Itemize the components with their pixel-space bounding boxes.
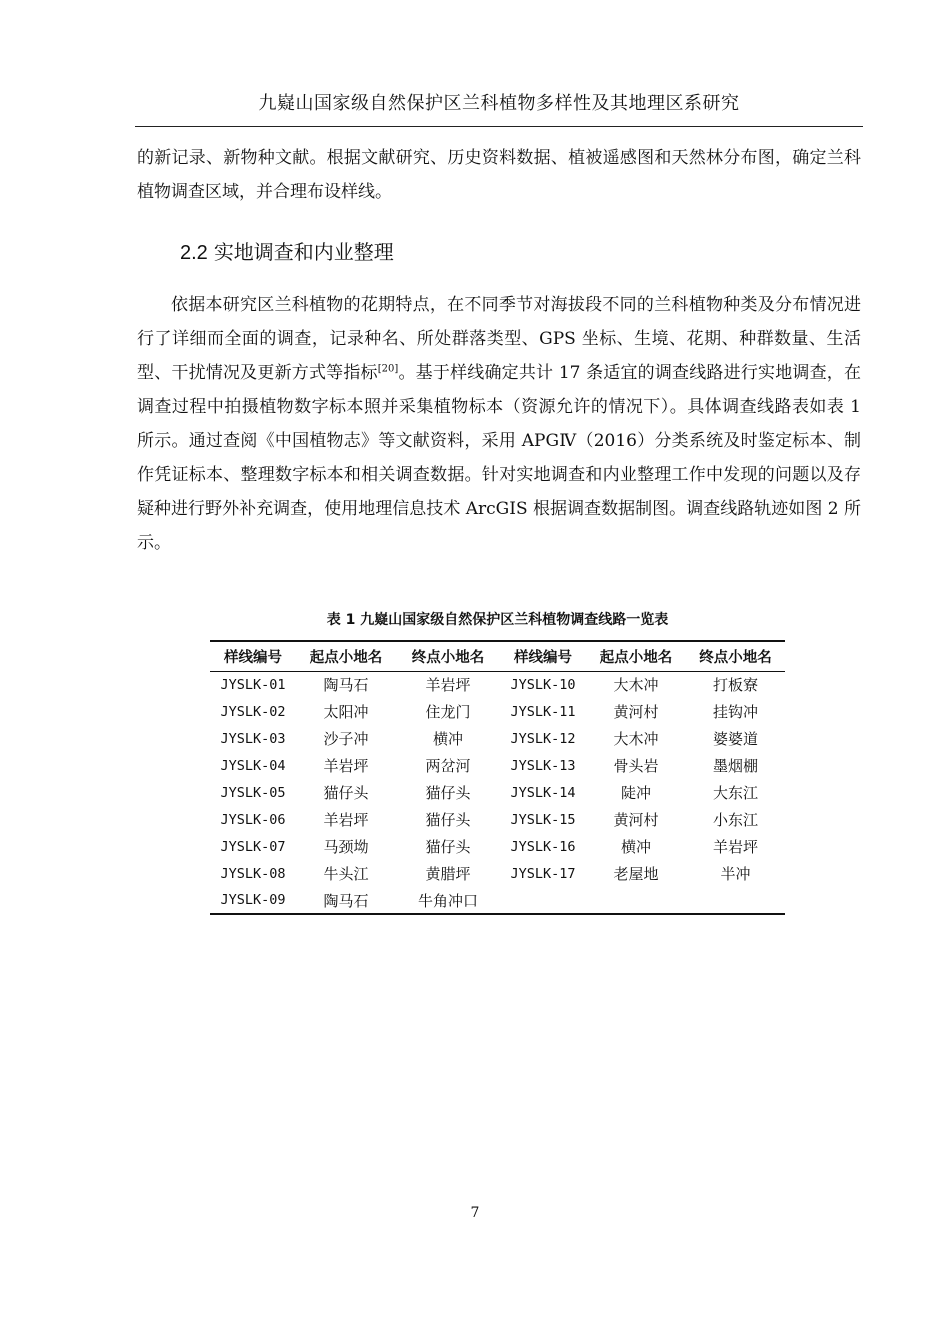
route-id-cell: JYSLK-06 (220, 811, 286, 828)
start-place-cell: 太阳冲 (323, 703, 369, 721)
start-place-cell: 陶马石 (323, 891, 369, 910)
start-place-cell: 大木冲 (613, 676, 659, 695)
paragraph-2-text-a: 依据本研究区兰科植物的花期特点，在不同季节对海拔段不同的兰科植物种类及分布情况进行了详细而全面的调查，记录种名、所处群落类型、GPS 坐标、生境、花期、种群数量、生活型、干扰情况及更新方式等指标 (137, 295, 861, 383)
route-id-cell: JYSLK-07 (220, 838, 286, 855)
route-id-cell: JYSLK-10 (510, 676, 576, 693)
header-route-id: 样线编号 (514, 649, 572, 666)
route-id-cell: JYSLK-09 (220, 892, 286, 908)
end-place-cell: 猫仔头 (425, 811, 471, 829)
table-row (210, 860, 785, 887)
table-row (210, 779, 785, 806)
start-place-cell: 猫仔头 (323, 784, 369, 802)
route-id-cell: JYSLK-16 (510, 838, 576, 855)
start-place-cell: 大木冲 (613, 730, 659, 748)
end-place-cell: 横冲 (432, 730, 463, 748)
page-number: 7 (470, 1205, 480, 1221)
end-place-cell: 小东江 (712, 811, 758, 829)
end-place-cell: 羊岩坪 (425, 676, 471, 695)
table-body (210, 671, 785, 914)
start-place-cell: 黄河村 (613, 811, 659, 829)
end-place-cell: 墨烟棚 (712, 757, 758, 775)
table-row (210, 806, 785, 833)
end-place-cell: 住龙门 (425, 703, 471, 721)
table-row (210, 725, 785, 752)
end-place-cell: 大东江 (712, 784, 758, 802)
start-place-cell: 老屋地 (613, 865, 659, 883)
route-id-cell: JYSLK-01 (220, 676, 286, 693)
end-place-cell: 打板寮 (712, 676, 758, 695)
start-place-cell (586, 887, 686, 914)
table-row (210, 833, 785, 860)
start-place-cell: 马颈坳 (323, 838, 369, 856)
start-place-cell: 陶马石 (323, 676, 369, 695)
table-header-row (210, 641, 785, 671)
end-place-cell: 两岔河 (425, 757, 471, 775)
start-place-cell: 陡冲 (620, 784, 651, 802)
header-start-place: 起点小地名 (599, 649, 673, 666)
end-place-cell: 挂钩冲 (712, 703, 758, 721)
header-divider (135, 126, 863, 127)
section-title: 实地调查和内业整理 (213, 240, 394, 264)
start-place-cell: 横冲 (620, 838, 651, 856)
start-place-cell: 羊岩坪 (323, 811, 369, 829)
paragraph-2 (137, 288, 861, 560)
header-start-place: 起点小地名 (309, 649, 383, 666)
route-id-cell: JYSLK-15 (510, 811, 576, 828)
citation-ref[interactable]: [20] (377, 363, 399, 375)
end-place-cell: 羊岩坪 (712, 838, 758, 856)
route-id-cell: JYSLK-05 (220, 784, 286, 801)
start-place-cell: 羊岩坪 (323, 757, 369, 775)
header-end-place: 终点小地名 (411, 649, 485, 666)
end-place-cell: 半冲 (720, 865, 751, 883)
header-route-id: 样线编号 (224, 649, 282, 666)
section-heading (180, 236, 394, 265)
table-caption: 表 1 九嶷山国家级自然保护区兰科植物调查线路一览表 (326, 612, 669, 628)
start-place-cell: 骨头岩 (613, 757, 659, 775)
start-place-cell: 沙子冲 (323, 730, 369, 748)
table-row (210, 752, 785, 779)
route-id-cell: JYSLK-04 (220, 757, 286, 774)
end-place-cell: 黄腊坪 (425, 865, 471, 883)
table-row (210, 698, 785, 725)
end-place-cell: 婆婆道 (712, 730, 758, 748)
running-header: 九嶷山国家级自然保护区兰科植物多样性及其地理区系研究 (258, 93, 740, 114)
end-place-cell (686, 887, 785, 914)
paragraph-1: 的新记录、新物种文献。根据文献研究、历史资料数据、植被遥感图和天然林分布图，确定兰科植物调查区域，并合理布设样线。 (137, 148, 861, 202)
table-row (210, 887, 785, 914)
route-id-cell (500, 887, 586, 914)
table-row (210, 671, 785, 698)
paragraph-2-text-b: 。基于样线确定共计 17 条适宜的调查线路进行实地调查，在调查过程中拍摄植物数字标本照并采集植物标本（资源允许的情况下）。具体调查线路表如表 1 所示。通过查阅《中国植物志》等文献资料，采用 APGⅣ（2016）分类系统及时鉴定标本、制作凭证标本、整理数字标本和相关调查数据。针对实地调查和内业整理工作中发现的问题以及存疑种进行野外补充调查，使用地理信息技术 ArcGIS 根据调查数据制图。调查线路轨迹如图 2 所示。 (137, 363, 861, 553)
route-id-cell: JYSLK-08 (220, 865, 286, 882)
route-id-cell: JYSLK-13 (510, 757, 576, 774)
route-id-cell: JYSLK-03 (220, 730, 286, 747)
header-end-place: 终点小地名 (699, 649, 772, 666)
end-place-cell: 猫仔头 (425, 784, 471, 802)
route-id-cell: JYSLK-11 (510, 703, 576, 720)
start-place-cell: 牛头江 (323, 865, 369, 883)
route-id-cell: JYSLK-02 (220, 703, 286, 720)
survey-routes-table (210, 640, 785, 915)
end-place-cell: 猫仔头 (425, 838, 471, 856)
route-id-cell: JYSLK-17 (510, 865, 576, 882)
route-id-cell: JYSLK-14 (510, 784, 576, 801)
end-place-cell: 牛角冲口 (417, 891, 478, 910)
route-id-cell: JYSLK-12 (510, 730, 576, 747)
start-place-cell: 黄河村 (613, 703, 659, 721)
section-number: 2.2 (180, 242, 208, 264)
